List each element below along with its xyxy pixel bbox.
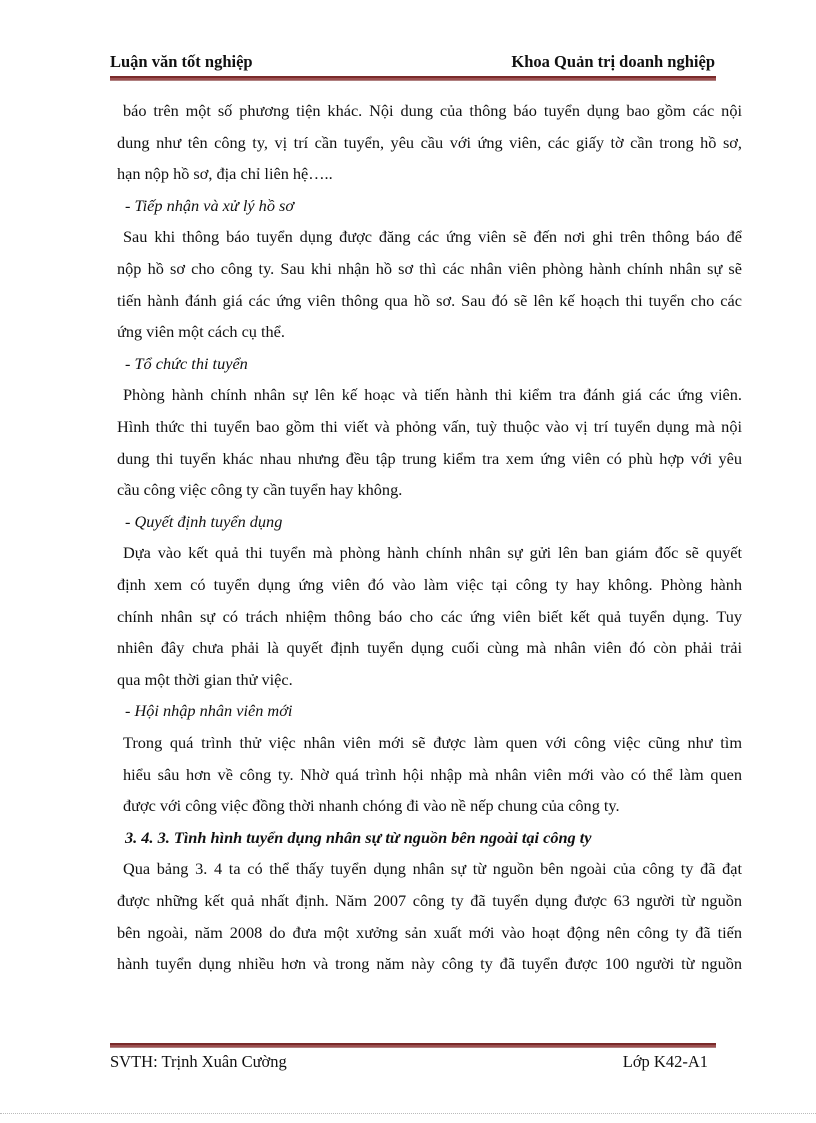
text-line: chính nhân sự có trách nhiệm thông báo cho các ứng viên biết kết quả tuyển dụng. Tuy xyxy=(117,606,742,626)
text-line: tiến hành đánh giá các ứng viên thông qua hồ sơ. Sau đó sẽ lên kế hoạch thi tuyển cho các xyxy=(117,290,742,310)
text-line: định xem có tuyển dụng ứng viên đó vào làm việc tại công ty hay không. Phòng hành xyxy=(117,575,742,594)
text-line: Hình thức thi tuyển bao gồm thi viết và phỏng vấn, tuỳ thuộc vào vị trí tuyển dụng mà nội xyxy=(117,417,742,436)
footer-right: Lớp K42-A1 xyxy=(622,1052,708,1071)
footer-rule xyxy=(110,1043,716,1048)
bullet-subheading: - Hội nhập nhân viên mới xyxy=(125,701,293,721)
text-line: qua một thời gian thử việc. xyxy=(117,669,293,689)
text-line: dung như tên công ty, vị trí cần tuyển, yêu cầu với ứng viên, các giấy tờ cần trong hồ sơ, xyxy=(117,132,742,152)
text-line: ứng viên một cách cụ thể. xyxy=(117,322,285,342)
text-line: hiểu sâu hơn về công ty. Nhờ quá trình hội nhập mà nhân viên mới vào có thể làm quen xyxy=(123,764,742,784)
header-left: Luận văn tốt nghiệp xyxy=(110,52,253,71)
text-line: được với công việc đồng thời nhanh chóng đi vào nề nếp chung của công ty. xyxy=(123,796,620,816)
text-line: được những kết quả nhất định. Năm 2007 công ty đã tuyển dụng được 63 người từ nguồn xyxy=(117,891,742,910)
text-line: hạn nộp hồ sơ, địa chỉ liên hệ….. xyxy=(117,164,333,184)
bullet-subheading: - Tổ chức thi tuyển xyxy=(125,353,248,373)
text-line: nhiên đây chưa phải là quyết định tuyển dụng cuối cùng mà nhân viên đó còn phải trải xyxy=(117,638,742,658)
text-line: cầu công việc công ty cần tuyển hay không. xyxy=(117,480,403,500)
header-right: Khoa Quản trị doanh nghiệp xyxy=(511,52,715,71)
header-rule xyxy=(110,76,716,81)
text-line: hành tuyển dụng nhiều hơn và trong năm này công ty đã tuyển được 100 người từ nguồn xyxy=(117,954,742,974)
bullet-subheading: - Tiếp nhận và xử lý hồ sơ xyxy=(125,195,295,215)
text-line: Qua bảng 3. 4 ta có thể thấy tuyển dụng nhân sự từ nguồn bên ngoài của công ty đã đạt xyxy=(123,859,742,879)
text-line: dung thi tuyển khác nhau nhưng đều tập trung kiểm tra xem ứng viên có phù hợp với yêu xyxy=(117,448,742,468)
text-line: bên ngoài, năm 2008 do đưa một xưởng sản xuất mới vào hoạt động nên công ty đã tiến xyxy=(117,922,742,942)
footer-left: SVTH: Trịnh Xuân Cường xyxy=(110,1052,287,1071)
text-line: Sau khi thông báo tuyển dụng được đăng các ứng viên sẽ đến nơi ghi trên thông báo để xyxy=(123,227,742,247)
text-line: báo trên một số phương tiện khác. Nội dung của thông báo tuyển dụng bao gồm các nội xyxy=(123,101,742,120)
section-heading: 3. 4. 3. Tình hình tuyển dụng nhân sự từ nguồn bên ngoài tại công ty xyxy=(125,827,592,847)
page-border xyxy=(0,1113,816,1114)
text-line: nộp hồ sơ cho công ty. Sau khi nhận hồ sơ thì các nhân viên phòng hành chính nhân sự sẽ xyxy=(117,259,742,278)
text-line: Trong quá trình thử việc nhân viên mới sẽ được làm quen với công việc cũng như tìm xyxy=(123,733,742,752)
text-line: Dựa vào kết quả thi tuyển mà phòng hành chính nhân sự gửi lên ban giám đốc sẽ quyết xyxy=(123,543,742,563)
bullet-subheading: - Quyết định tuyển dụng xyxy=(125,511,283,531)
text-line: Phòng hành chính nhân sự lên kế hoạc và tiến hành thi kiểm tra đánh giá các ứng viên. xyxy=(123,385,742,405)
